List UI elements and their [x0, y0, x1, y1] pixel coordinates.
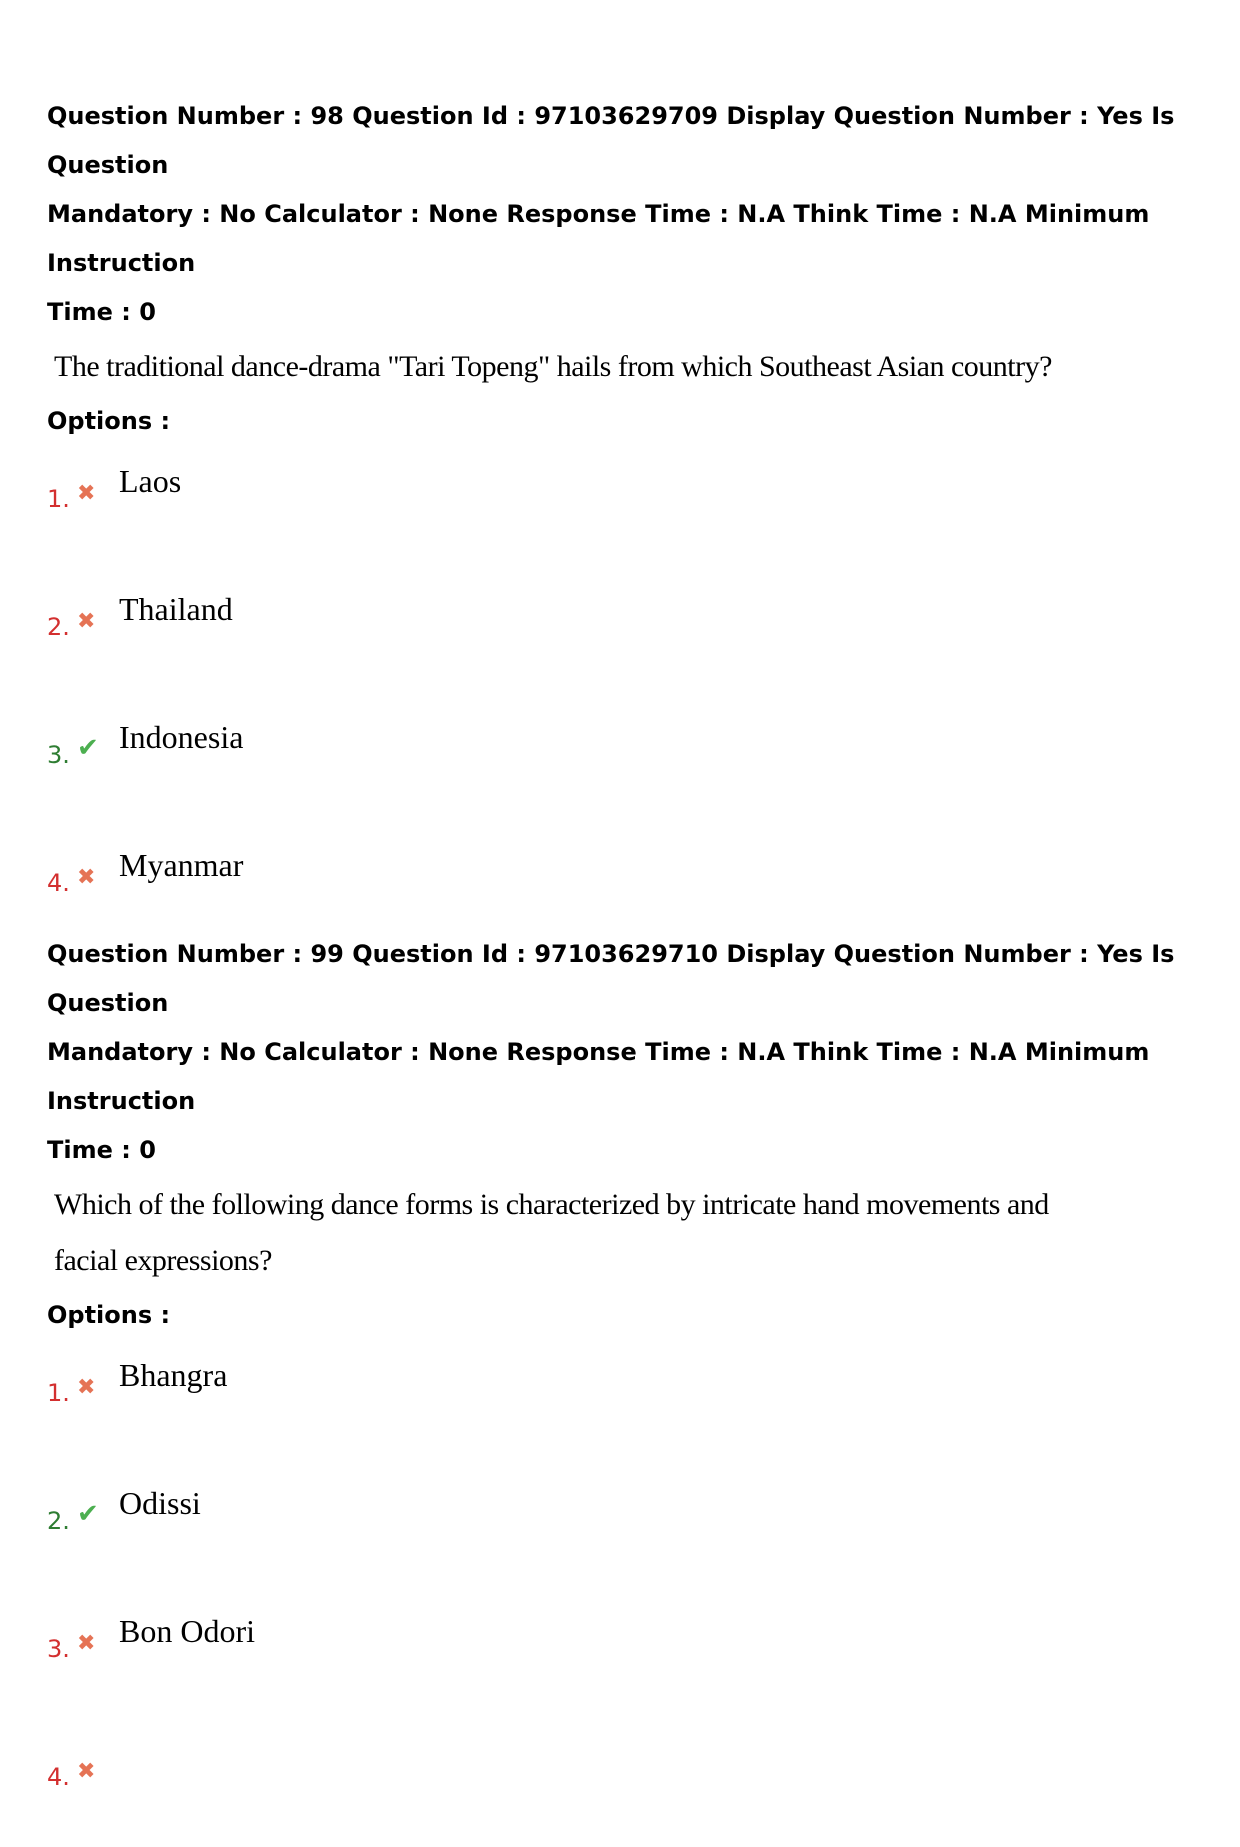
cross-mark-icon: ✖ — [77, 1631, 96, 1656]
question-text — [54, 339, 1207, 395]
cross-mark-icon: ✖ — [77, 481, 96, 506]
question-block-98 — [47, 92, 1207, 953]
option-item — [47, 697, 1207, 825]
options-list — [47, 1335, 1207, 1847]
option-item — [47, 441, 1207, 569]
option-number: 3. — [47, 741, 70, 769]
meta-line: Mandatory : No Calculator : None Response Time : N.A Think Time : N.A Minimum Instruction — [47, 1038, 1150, 1115]
option-number: 2. — [47, 613, 70, 641]
option-item — [47, 569, 1207, 697]
check-mark-icon: ✔ — [77, 733, 99, 763]
option-number: 1. — [47, 485, 70, 513]
question-text-line: The traditional dance-drama "Tari Topeng" hails from which Southeast Asian country? — [54, 350, 1052, 383]
option-number: 2. — [47, 1507, 70, 1535]
options-label: Options : — [47, 1301, 171, 1329]
options-list — [47, 441, 1207, 953]
question-text-line: facial expressions? — [54, 1244, 272, 1277]
meta-line: Time : 0 — [47, 298, 156, 326]
option-text: Indonesia — [119, 719, 244, 755]
meta-line: Time : 0 — [47, 1136, 156, 1164]
cross-mark-icon: ✖ — [77, 609, 96, 634]
question-meta — [47, 92, 1207, 337]
cross-mark-icon: ✖ — [77, 865, 96, 890]
question-text — [54, 1177, 1207, 1289]
question-block-99 — [47, 930, 1207, 1847]
cross-mark-icon: ✖ — [77, 1375, 96, 1400]
option-text: Bhangra — [119, 1357, 228, 1393]
meta-line: Question Number : 99 Question Id : 97103629710 Display Question Number : Yes Is Question — [47, 940, 1175, 1017]
option-number: 3. — [47, 1635, 70, 1663]
option-number: 4. — [47, 1763, 70, 1791]
cross-mark-icon: ✖ — [77, 1759, 96, 1784]
option-text: Laos — [119, 463, 182, 499]
option-item — [47, 1719, 1207, 1847]
option-number: 1. — [47, 1379, 70, 1407]
meta-line: Mandatory : No Calculator : None Response Time : N.A Think Time : N.A Minimum Instruction — [47, 200, 1150, 277]
question-meta — [47, 930, 1207, 1175]
option-number: 4. — [47, 869, 70, 897]
option-text: Odissi — [119, 1485, 201, 1521]
option-text: Bon Odori — [119, 1613, 255, 1649]
option-item — [47, 1463, 1207, 1591]
option-text: Myanmar — [119, 847, 244, 883]
question-text-line: Which of the following dance forms is characterized by intricate hand movements and — [54, 1188, 1049, 1221]
option-item — [47, 1591, 1207, 1719]
option-item — [47, 1335, 1207, 1463]
check-mark-icon: ✔ — [77, 1499, 99, 1529]
option-text: Thailand — [119, 591, 233, 627]
options-label: Options : — [47, 407, 171, 435]
meta-line: Question Number : 98 Question Id : 97103629709 Display Question Number : Yes Is Question — [47, 102, 1175, 179]
